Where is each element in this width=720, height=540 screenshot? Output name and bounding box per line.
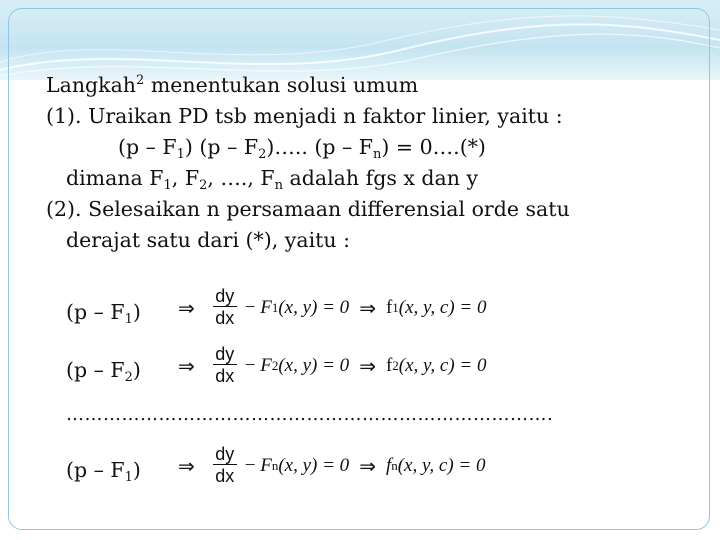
implies-arrow-icon: ⇒ [178, 295, 195, 320]
heading: Langkah$^2$ menentukan solusi umum [46, 73, 419, 97]
step2-continuation: derajat satu dari (*), yaitu : [66, 228, 351, 252]
implies-arrow-icon: ⇒ [359, 353, 376, 378]
derivative-fraction: $\frac{dy}{dx}$ [213, 444, 237, 487]
implies-arrow-icon: ⇒ [178, 453, 195, 478]
derivative-fraction: $\frac{dy}{dx}$ [213, 286, 237, 329]
equation-formula: ⇒ $\frac{dy}{dx}$ − F 1 (x, y) = 0 ⇒ f 1 (x, y, c) = 0 [178, 286, 487, 329]
slide-content [46, 70, 686, 256]
continuation-dots: ……………………………………………………………………. [66, 404, 554, 425]
implies-arrow-icon: ⇒ [359, 295, 376, 320]
equation-formula: ⇒ $\frac{dy}{dx}$ − F n (x, y) = 0 ⇒ f n (x, y, c) = 0 [178, 444, 486, 487]
dimana-text: dimana $F_1$, $F_2$, …., $F_n$ adalah fgs x dan y [66, 166, 479, 193]
equation-label: $(p - F_2)$ [66, 358, 141, 385]
step1-text: (1). Uraikan PD tsb menjadi n faktor linier, yaitu : [46, 104, 563, 128]
step2-text: (2). Selesaikan n persamaan differensial orde satu [46, 197, 570, 221]
implies-arrow-icon: ⇒ [359, 453, 376, 478]
implies-arrow-icon: ⇒ [178, 353, 195, 378]
factor-equation: $(p - F_1)$ $(p - F_2)\dots$.. $(p - F_n)$ = 0….(*) [118, 135, 486, 162]
equation-formula: ⇒ $\frac{dy}{dx}$ − F 2 (x, y) = 0 ⇒ f 2 (x, y, c) = 0 [178, 344, 487, 387]
equation-label: $(p - F_1)$ [66, 300, 141, 327]
equation-label: $(p - F_1)$ [66, 458, 141, 485]
derivative-fraction: $\frac{dy}{dx}$ [213, 344, 237, 387]
